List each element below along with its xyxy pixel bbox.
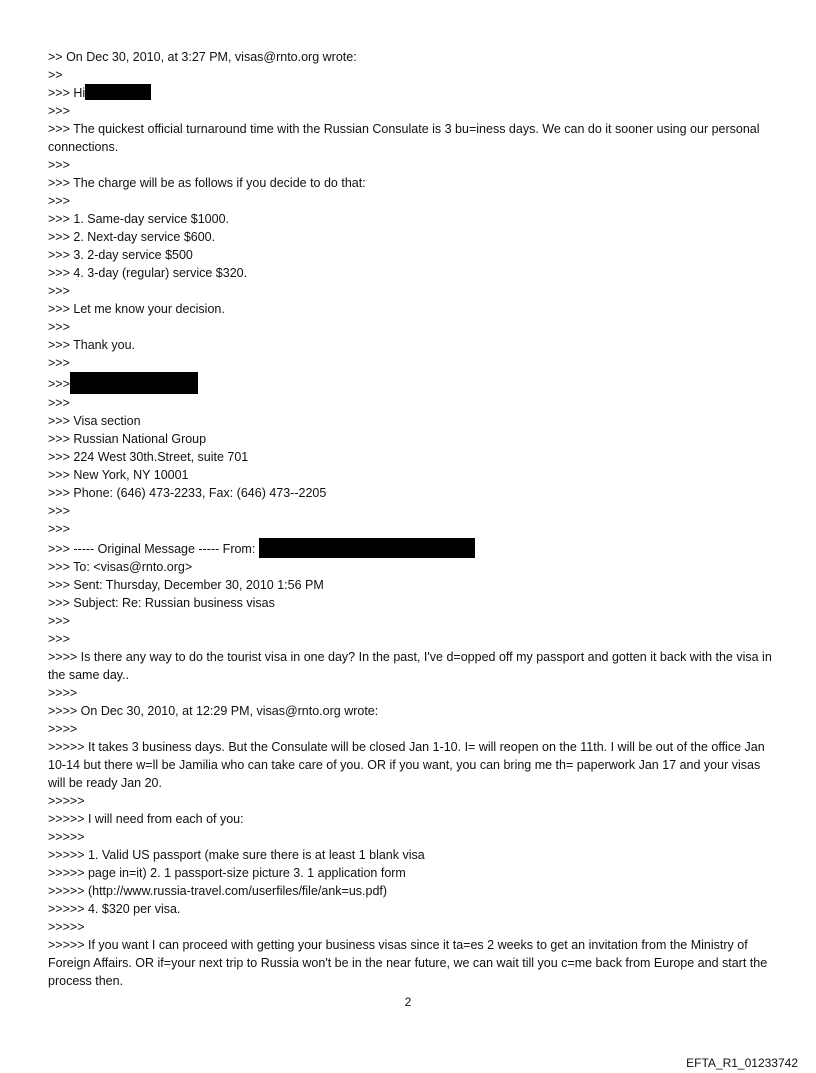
signature-name-line — [48, 372, 774, 394]
signature-line: >>> Russian National Group — [48, 432, 207, 446]
text-line: >>> — [48, 104, 70, 118]
original-message-header — [48, 538, 774, 558]
text-line: >>> — [48, 158, 70, 172]
quote-marker: >>> — [48, 377, 70, 391]
requirement-url-line: >>>>> (http://www.russia-travel.com/userfiles/file/ank=us.pdf) — [48, 884, 388, 898]
text-line: >>>>> — [48, 920, 85, 934]
text-line: >>>> Is there any way to do the tourist visa in one day? In the past, I've d=opped off my passport and gotten it back with the visa in the same day.. — [48, 650, 776, 682]
text-line: >>> The quickest official turnaround time with the Russian Consulate is 3 bu=iness days. We can do it sooner using our personal connections. — [48, 122, 764, 154]
text-line: >>> — [48, 194, 70, 208]
price-line: >>> 2. Next-day service $600. — [48, 230, 216, 244]
address-line: >>> New York, NY 10001 — [48, 468, 189, 482]
redaction-box — [259, 538, 475, 558]
sent-line: >>> Sent: Thursday, December 30, 2010 1:56 PM — [48, 578, 324, 592]
requirement-line: >>>>> page in=it) 2. 1 passport-size picture 3. 1 application form — [48, 866, 406, 880]
text-line: >>> — [48, 614, 70, 628]
redaction-box — [85, 84, 151, 100]
redaction-box — [70, 372, 198, 394]
text-line: >>> — [48, 320, 70, 334]
bates-number: EFTA_R1_01233742 — [686, 1056, 798, 1070]
from-label: >>> ----- Original Message ----- From: — [48, 542, 256, 556]
text-line: >> — [48, 68, 63, 82]
text-line: >>> — [48, 396, 70, 410]
text-line: >>> — [48, 522, 70, 536]
address-line: >>> 224 West 30th.Street, suite 701 — [48, 450, 249, 464]
page-number: 2 — [404, 995, 412, 1009]
text-line: >>> — [48, 632, 70, 646]
text-line: >>>> On Dec 30, 2010, at 12:29 PM, visas@rnto.org wrote: — [48, 704, 379, 718]
subject-line: >>> Subject: Re: Russian business visas — [48, 596, 275, 610]
greeting-text: >>> Hi — [48, 86, 86, 100]
text-line: >>>>> — [48, 830, 85, 844]
greeting-line — [48, 84, 774, 102]
phone-fax-line: >>> Phone: (646) 473-2233, Fax: (646) 473--2205 — [48, 486, 327, 500]
email-thread-body — [48, 48, 774, 990]
text-line: >>>>> If you want I can proceed with getting your business visas since it ta=es 2 weeks to get an invitation from the Ministry of Foreign Affairs. OR if=your next trip to Russia won't be in the near future, we can wait till you c=me back from Europe and start the process then. — [48, 938, 771, 988]
text-line: >> On Dec 30, 2010, at 3:27 PM, visas@rnto.org wrote: — [48, 50, 357, 64]
text-line: >>> — [48, 356, 70, 370]
text-line: >>>> — [48, 722, 78, 736]
text-line: >>> The charge will be as follows if you decide to do that: — [48, 176, 366, 190]
to-line: >>> To: <visas@rnto.org> — [48, 560, 193, 574]
signature-line: >>> Visa section — [48, 414, 141, 428]
requirement-line: >>>>> 1. Valid US passport (make sure there is at least 1 blank visa — [48, 848, 425, 862]
price-line: >>> 1. Same-day service $1000. — [48, 212, 230, 226]
text-line: >>> — [48, 284, 70, 298]
text-line: >>>>> — [48, 794, 85, 808]
price-line: >>> 4. 3-day (regular) service $320. — [48, 266, 248, 280]
text-line: >>>>> I will need from each of you: — [48, 812, 244, 826]
text-line: >>>> — [48, 686, 78, 700]
requirement-line: >>>>> 4. $320 per visa. — [48, 902, 181, 916]
text-line: >>> Thank you. — [48, 338, 135, 352]
text-line: >>> — [48, 504, 70, 518]
text-line: >>>>> It takes 3 business days. But the Consulate will be closed Jan 1-10. I= will reopen on the 11th. I will be out of the office Jan 10-14 but there w=ll be Jamilia who can take care of you. OR if you want, you can bring me th= paperwork Jan 17 and your visas will be ready Jan 20. — [48, 740, 769, 790]
price-line: >>> 3. 2-day service $500 — [48, 248, 193, 262]
text-line: >>> Let me know your decision. — [48, 302, 225, 316]
